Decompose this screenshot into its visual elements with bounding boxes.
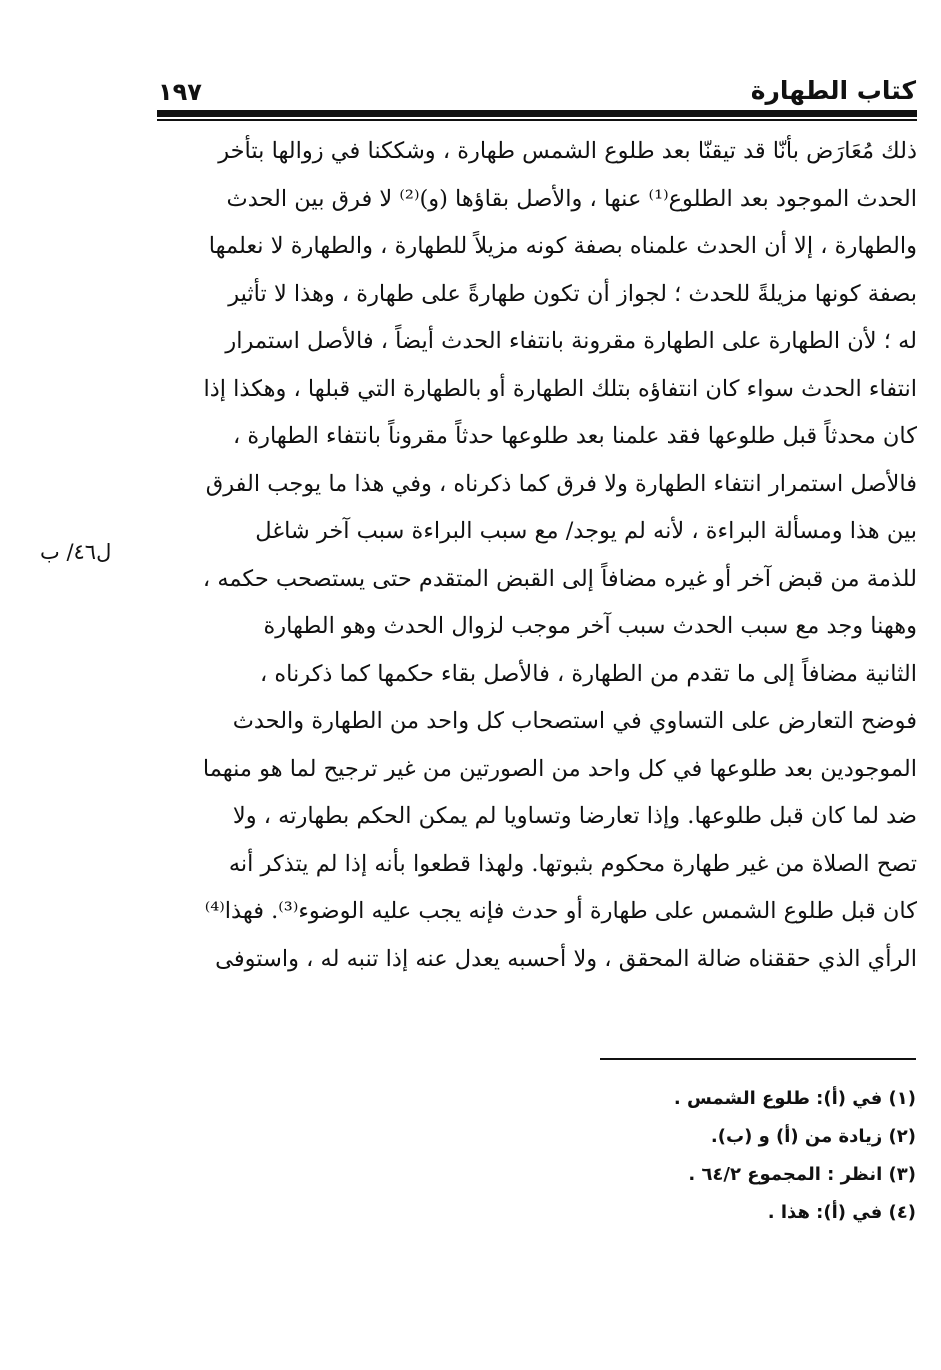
body-line: وههنا وجد مع سبب الحدث سبب آخر موجب لزوال الحدث وهو الطهارة <box>263 613 917 639</box>
footnote-4: (٤) في (أ): هذا . <box>767 1202 916 1223</box>
footnote-separator <box>600 1058 916 1060</box>
footnote-3: (٣) انظر : المجموع ٦٤/٢ . <box>688 1164 916 1185</box>
header-rule-thin <box>157 119 917 121</box>
body-line: الرأي الذي حققناه ضالة المحقق ، ولا أحسبه يعدل عنه إذا تنبه له ، واستوفى <box>215 945 917 972</box>
body-text <box>157 128 917 983</box>
body-line: تصح الصلاة من غير طهارة محكوم بثبوتها. ولهذا قطعوا بأنه إذا لم يتذكر أنه <box>228 850 917 877</box>
body-line: ذلك مُعَارَض بأنّا قد تيقنّا بعد طلوع الشمس طهارة ، وشككنا في زوالها بتأخر <box>218 138 917 164</box>
page-number: ١٩٧ <box>158 78 202 106</box>
footnotes <box>396 1080 916 1232</box>
body-line: بصفة كونها مزيلةً للحدث ؛ لجواز أن تكون طهارةً على طهارة ، وهذا لا تأثير <box>228 280 917 307</box>
body-line: له ؛ لأن الطهارة على الطهارة مقرونة بانتفاء الحدث أيضاً ، فالأصل استمرار <box>225 328 917 354</box>
running-head-title: كتاب الطهارة <box>750 76 916 105</box>
footnote-2: (٢) زيادة من (أ) و (ب). <box>710 1126 916 1147</box>
body-line: للذمة من قبض آخر أو غيره مضافاً إلى القبض المتقدم حتى يستصحب حكمه ، <box>202 565 917 592</box>
body-line: والطهارة ، إلا أن الحدث علمناه بصفة كونه مزيلاً للطهارة ، والطهارة لا نعلمها <box>208 233 917 259</box>
body-line: انتفاء الحدث سواء كان انتفاؤه بتلك الطهارة أو بالطهارة التي قبلها ، وهكذا إذا <box>203 375 917 402</box>
header-rule-thick <box>157 110 917 117</box>
body-line: ضد لما كان قبل طلوعها. وإذا تعارضا وتساويا لم يمكن الحكم بطهارته ، ولا <box>232 803 917 829</box>
body-line: كان قبل طلوع الشمس على طهارة أو حدث فإنه يجب عليه الوضوء⁽³⁾. فهذا⁽⁴⁾ <box>204 898 917 924</box>
body-line: فالأصل استمرار انتفاء الطهارة ولا فرق كما ذكرناه ، وفي هذا ما يوجب الفرق <box>205 470 917 497</box>
body-line: الحدث الموجود بعد الطلوع⁽¹⁾ عنها ، والأصل بقاؤها (و)⁽²⁾ لا فرق بين الحدث <box>226 185 917 212</box>
footnote-1: (١) في (أ): طلوع الشمس . <box>673 1088 916 1109</box>
manuscript-margin-note: ل٤٦/ ب <box>40 540 112 564</box>
body-line: فوضح التعارض على التساوي في استصحاب كل واحد من الطهارة والحدث <box>232 708 917 734</box>
body-line: كان محدثاً قبل طلوعها فقد علمنا بعد طلوعها حدثاً مقروناً بانتفاء الطهارة ، <box>232 423 917 449</box>
body-line: بين هذا ومسألة البراءة ، لأنه لم يوجد/ مع سبب البراءة سبب آخر شاغل <box>255 518 917 544</box>
body-line: الثانية مضافاً إلى ما تقدم من الطهارة ، فالأصل بقاء حكمها كما ذكرناه ، <box>259 660 917 687</box>
body-line: الموجودين بعد طلوعها في كل واحد من الصورتين من غير ترجيح لما هو منهما <box>202 755 917 782</box>
